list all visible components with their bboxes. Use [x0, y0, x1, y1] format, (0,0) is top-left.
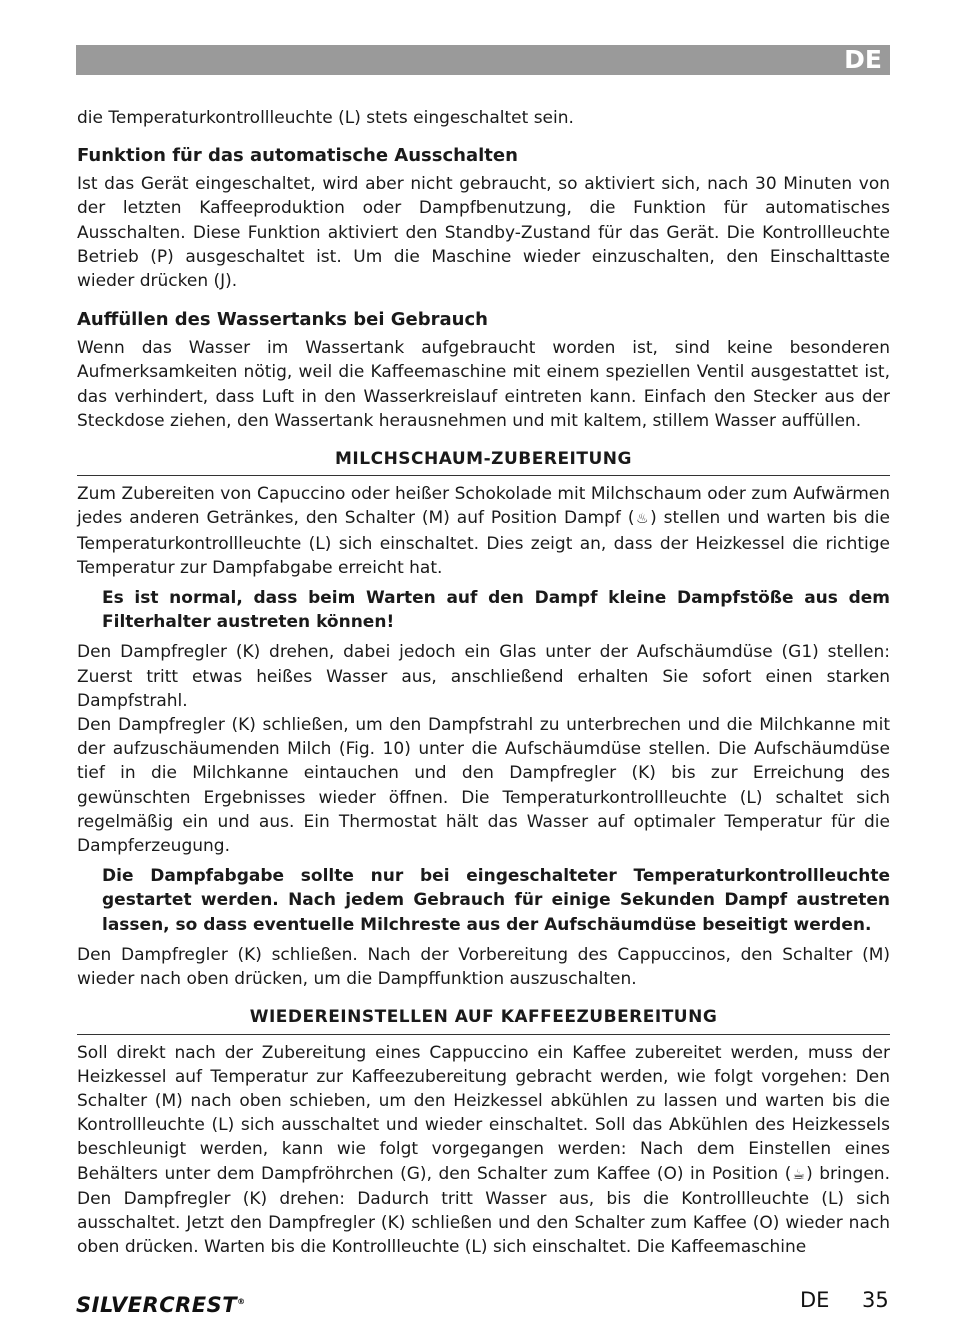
brand-logo: SILVERCREST® [76, 1293, 246, 1317]
language-badge: DE [844, 45, 882, 74]
header-bar [76, 45, 890, 75]
footer-language: DE [800, 1288, 830, 1312]
paragraph-milk-3: Den Dampfregler (K) schließen, um den Dampfstrahl zu unterbrechen und die Milchkanne mit der aufzuschäumenden Milch (Fig. 10) unter die Aufschäumdüse stellen. Die Aufschäumdüse tief in die Milchkanne eintauchen und den Dampfregler (K) bis zur Erreichung des gewünschten Ergebnisses wieder öffnen. Die Temperaturkontrollleuchte (L) schaltet sich regelmäßig ein und aus. Ein Thermostat hält das Wasser auf optimaler Temperatur für die Dampferzeugung. [77, 715, 890, 857]
note-milk-1: Es ist normal, dass beim Warten auf den Dampf kleine Dampfstöße aus dem Filterhalter austreten können! [102, 588, 890, 633]
page-content [77, 106, 890, 1259]
paragraph-reset-1: Soll direkt nach der Zubereitung eines Cappuccino ein Kaffee zubereitet werden, muss der Heizkessel auf Temperatur zur Kaffeezubereitung gebracht werden, wie folgt vorgehen: Den Schalter (M) nach oben schieben, um den Heizkessel abkühlen zu lassen und warten bis die Kontrollleuchte (L) sich ausschaltet und wieder einschaltet. Soll das Abkühlen des Heizkessels beschleunigt werden, kann wie folgt vorgegangen werden: Nach dem Einstellen eines Behälters unter dem Dampfröhrchen (G), den Schalter zum Kaffee (O) in Position (☕) bringen. Den Dampfregler (K) drehen: Dadurch tritt Wasser aus, bis die Kontrollleuchte (L) sich ausschaltet. Jetzt den Dampfregler (K) schließen und den Schalter zum Kaffee (O) wieder nach oben drücken. Warten bis die Kontrollleuchte (L) sich einschaltet. Die Kaffeemaschine [77, 1042, 890, 1258]
section-title-reset: WIEDEREINSTELLEN AUF KAFFEEZUBEREITUNG [77, 1005, 890, 1034]
section-title-milk: MILCHSCHAUM-ZUBEREITUNG [77, 447, 890, 476]
steam-icon: ♨ [634, 511, 651, 528]
heading-auto-off: Funktion für das automatische Ausschalten [77, 145, 518, 167]
heading-refill: Auffüllen des Wassertanks bei Gebrauch [77, 309, 488, 331]
paragraph-milk-1: Zum Zubereiten von Capuccino oder heißer Schokolade mit Milchschaum oder zum Aufwärmen jedes anderen Getränkes, den Schalter (M) auf Position Dampf (♨) stellen und warten bis die Temperaturkontrollleuchte (L) sich einschaltet. Dies zeigt an, dass der Heizkessel die richtige Temperatur zur Dampfabgabe erreicht hat. [77, 484, 890, 578]
intro-paragraph: die Temperaturkontrollleuchte (L) stets eingeschaltet sein. [77, 108, 574, 128]
coffee-cup-icon: ☕ [791, 1166, 807, 1183]
note-milk-2: Die Dampfabgabe sollte nur bei eingeschalteter Temperaturkontrollleuchte gestartet werden. Nach jedem Gebrauch für einige Sekunden Dampf austreten lassen, so dass eventuelle Milchreste aus der Aufschäumdüse beseitigt werden. [102, 866, 890, 935]
paragraph-auto-off: Ist das Gerät eingeschaltet, wird aber nicht gebraucht, so aktiviert sich, nach 30 Minuten von der letzten Kaffeeproduktion oder Dampfbenutzung, die Funktion für automatisches Ausschalten. Diese Funktion aktiviert den Standby-Zustand für das Gerät. Die Kontrollleuchte Betrieb (P) ausgeschaltet ist. Um die Maschine wieder einzuschalten, den Einschalttaste wieder drücken (J). [77, 174, 890, 292]
paragraph-refill: Wenn das Wasser im Wassertank aufgebraucht worden ist, sind keine besonderen Aufmerksamkeiten nötig, weil die Kaffeemaschine mit einem speziellen Ventil ausgestattet ist, das verhindert, dass Luft in den Wasserkreislauf eintreten kann. Einfach den Stecker aus der Steckdose ziehen, den Wassertank herausnehmen und mit kaltem, stillem Wasser auffüllen. [77, 338, 890, 431]
paragraph-milk-4: Den Dampfregler (K) schließen. Nach der Vorbereitung des Cappuccinos, den Schalter (M) wieder nach oben drücken, um die Dampffunktion auszuschalten. [77, 944, 890, 990]
paragraph-milk-2: Den Dampfregler (K) drehen, dabei jedoch ein Glas unter der Aufschäumdüse (G1) stellen: Zuerst tritt etwas heißes Wasser aus, anschließend erhalten Sie sofort einen starken Dampfstrahl. [77, 642, 890, 711]
page-number: 35 [862, 1288, 889, 1312]
